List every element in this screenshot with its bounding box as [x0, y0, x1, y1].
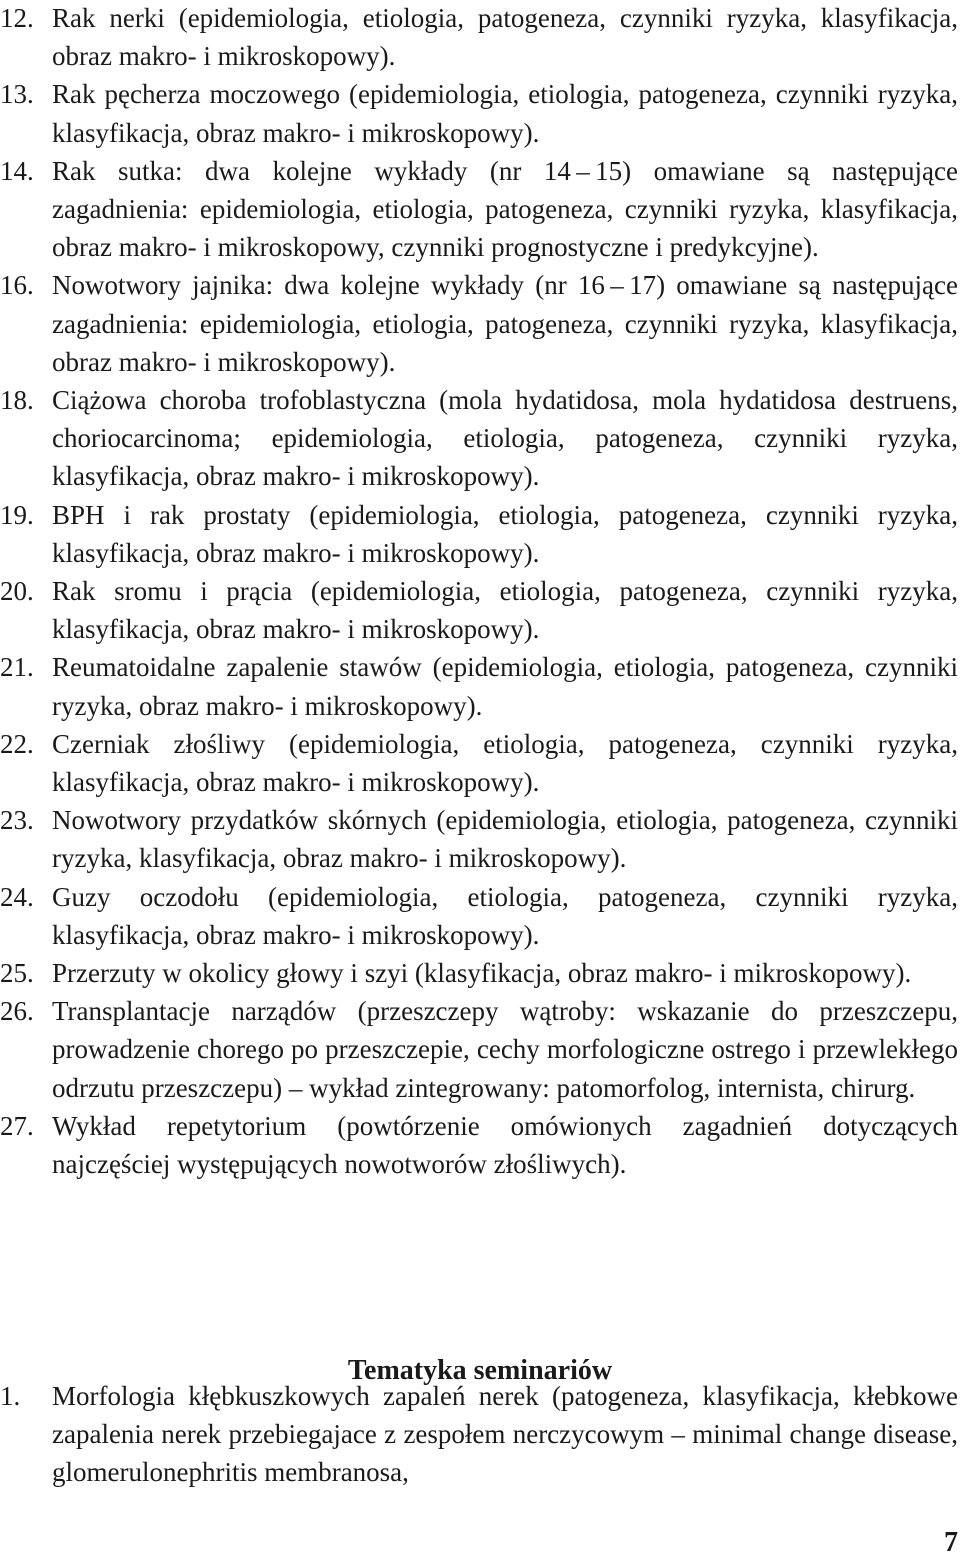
item-text: Nowotwory przydatków skórnych (epidemiologia, etiologia, patogeneza, czynniki ryzyka, klasyfikacja, obraz makro- i mikroskopowy). [52, 805, 958, 874]
list-item [0, 648, 958, 724]
item-number: 25. [0, 958, 34, 989]
list-item [0, 496, 958, 572]
item-number: 16. [0, 270, 34, 301]
seminar-topics-list [0, 1377, 958, 1492]
page-number: 7 [944, 1527, 958, 1558]
item-text: Przerzuty w okolicy głowy i szyi (klasyfikacja, obraz makro- i mikroskopowy). [52, 958, 912, 989]
item-number: 26. [0, 996, 34, 1027]
item-number: 1. [0, 1381, 21, 1411]
item-text: Guzy oczodołu (epidemiologia, etiologia, patogeneza, czynniki ryzyka, klasyfikacja, obraz makro- i mikroskopowy). [52, 881, 958, 950]
item-text: Morfologia kłębkuszkowych zapaleń nerek (patogeneza, klasyfikacja, kłebkowe zapalenia nerek przebiegajace z zespołem nerczycowym – minimal change disease, glomerulonephritis membranosa, [52, 1381, 958, 1488]
item-number: 12. [0, 3, 34, 33]
list-item [0, 266, 958, 381]
item-number: 19. [0, 499, 34, 530]
item-number: 18. [0, 385, 34, 416]
list-item [0, 801, 958, 877]
item-text: Rak sutka: dwa kolejne wykłady (nr 14 – 15) omawiane są następujące zagadnienia: epidemiologia, etiologia, patogeneza, czynniki ryzyka, klasyfikacja, obraz makro- i mikroskopowy, czynniki prognostyczne i predykcyjne). [52, 155, 958, 263]
item-number: 22. [0, 728, 34, 759]
list-item [0, 725, 958, 801]
list-item [0, 152, 958, 267]
item-number: 24. [0, 881, 34, 912]
list-item [0, 75, 958, 151]
item-number: 27. [0, 1110, 34, 1141]
section-heading: Tematyka seminariów [347, 1355, 613, 1387]
item-text: Rak nerki (epidemiologia, etiologia, patogeneza, czynniki ryzyka, klasyfikacja, obraz makro- i mikroskopowy). [52, 3, 958, 72]
item-number: 20. [0, 576, 34, 607]
item-text: Nowotwory jajnika: dwa kolejne wykłady (nr 16 – 17) omawiane są następujące zagadnienia: epidemiologia, etiologia, patogeneza, czynniki ryzyka, klasyfikacja, obraz makro- i mikroskopowy). [52, 270, 958, 377]
item-text: Rak sromu i prącia (epidemiologia, etiologia, patogeneza, czynniki ryzyka, klasyfikacja, obraz makro- i mikroskopowy). [52, 576, 958, 645]
item-text: Rak pęcherza moczowego (epidemiologia, etiologia, patogeneza, czynniki ryzyka, klasyfikacja, obraz makro- i mikroskopowy). [52, 79, 958, 148]
item-number: 21. [0, 652, 34, 683]
item-text: Reumatoidalne zapalenie stawów (epidemiologia, etiologia, patogeneza, czynniki ryzyka, obraz makro- i mikroskopowy). [52, 652, 958, 721]
item-number: 14. [0, 155, 34, 186]
list-item [0, 992, 958, 1107]
item-text: Transplantacje narządów (przeszczepy wątroby: wskazanie do przeszczepu, prowadzenie chorego po przeszczepie, cechy morfologiczne ostrego i przewlekłego odrzutu przeszczepu) – wykład zintegrowany: patomorfolog, internista, chirurg. [52, 996, 958, 1103]
item-text: BPH i rak prostaty (epidemiologia, etiologia, patogeneza, czynniki ryzyka, klasyfikacja, obraz makro- i mikroskopowy). [52, 499, 958, 568]
list-item [0, 381, 958, 496]
list-item [0, 0, 958, 75]
item-number: 13. [0, 79, 34, 110]
list-item [0, 954, 958, 992]
list-item [0, 1377, 958, 1492]
list-item [0, 878, 958, 954]
list-item [0, 572, 958, 648]
item-number: 23. [0, 805, 34, 836]
item-text: Czerniak złośliwy (epidemiologia, etiologia, patogeneza, czynniki ryzyka, klasyfikacja, obraz makro- i mikroskopowy). [52, 728, 958, 798]
item-text: Wykład repetytorium (powtórzenie omówionych zagadnień dotyczących najczęściej występujących nowotworów złośliwych). [52, 1110, 958, 1180]
item-text: Ciążowa choroba trofoblastyczna (mola hydatidosa, mola hydatidosa destruens, choriocarcinoma; epidemiologia, etiologia, patogeneza, czynniki ryzyka, klasyfikacja, obraz makro- i mikroskopowy). [52, 385, 958, 492]
list-item [0, 1107, 958, 1183]
